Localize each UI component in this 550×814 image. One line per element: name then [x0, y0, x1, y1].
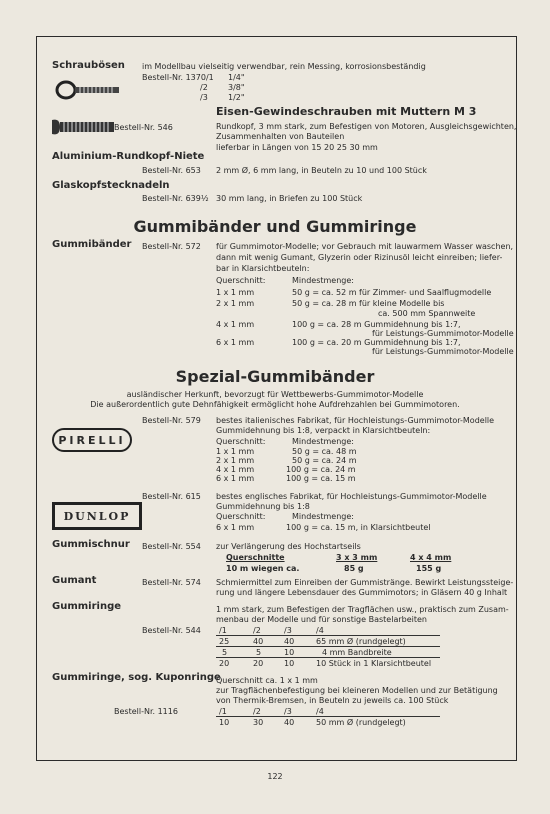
dunlop-row1-b: 100 g = ca. 15 m, in Klarsichtbeutel: [286, 523, 431, 532]
pirelli-row4-a: 6 x 1 mm: [216, 474, 255, 483]
pirelli-row1-a: 1 x 1 mm: [216, 447, 255, 456]
pirelli-row4-b: 100 g = ca. 15 m: [286, 474, 356, 483]
kupon-line1: Querschnitt ca. 1 x 1 mm: [216, 676, 318, 685]
glas-desc: 30 mm lang, in Briefen zu 100 Stück: [216, 194, 363, 203]
eisen-line3: lieferbar in Längen von 15 20 25 30 mm: [216, 143, 378, 152]
ringe-a1: 25: [219, 637, 230, 646]
kupon-c2: /2: [253, 707, 261, 716]
gb-row1-a: 1 x 1 mm: [216, 288, 255, 297]
kupon-nr: Bestell-Nr. 1116: [114, 707, 178, 716]
glas-title: Glaskopfstecknadeln: [52, 180, 170, 191]
ringe-rule2: [216, 646, 440, 647]
schraubosen-nr1: Bestell-Nr. 1370/1: [142, 73, 214, 82]
ringe-d4: 10 Stück in 1 Klarsichtbeutel: [316, 659, 432, 668]
ringe-d2: 20: [253, 659, 264, 668]
gb-m-header: Mindestmenge:: [292, 276, 354, 285]
ringe-d3: 10: [284, 659, 295, 668]
ringe-c4: /4: [316, 626, 324, 635]
gb-row2-b: 50 g = ca. 28 m für kleine Modelle bis: [292, 299, 445, 308]
ringe-d1: 20: [219, 659, 230, 668]
kupon-c4: /4: [316, 707, 324, 716]
ringe-a2: 40: [253, 637, 264, 646]
gumant-title: Gumant: [52, 575, 97, 586]
schnur-r3: 155 g: [416, 564, 442, 573]
gb-row3-a: 4 x 1 mm: [216, 320, 255, 329]
gb-row4-b: 100 g = ca. 20 m Gummidehnung bis 1:7,: [292, 338, 461, 347]
kupon-c3: /3: [284, 707, 292, 716]
eisen-nr: Bestell-Nr. 546: [114, 123, 173, 132]
gb-row3-b: 100 g = ca. 28 m Gummidehnung bis 1:7,: [292, 320, 461, 329]
eisen-line2: Zusammenhalten von Bauteilen: [216, 132, 345, 141]
kupon-line2: zur Tragflächenbefestigung bei kleineren Modellen und zur Betätigung: [216, 686, 498, 695]
pirelli-nr: Bestell-Nr. 579: [142, 416, 201, 425]
niete-desc: 2 mm Ø, 6 mm lang, in Beuteln zu 10 und 100 Stück: [216, 166, 427, 175]
kupon-a4: 50 mm Ø (rundgelegt): [316, 718, 406, 727]
kupon-a1: 10: [219, 718, 230, 727]
ringe-b4: 4 mm Bandbreite: [322, 648, 392, 657]
dunlop-line1: bestes englisches Fabrikat, für Hochleistungs-Gummimotor-Modelle: [216, 492, 487, 501]
screw-bolt-icon: [50, 118, 116, 136]
niete-nr: Bestell-Nr. 653: [142, 166, 201, 175]
gb-line2: dann mit wenig Gumant, Glyzerin oder Rizinusöl leicht einreiben; liefer-: [216, 253, 503, 262]
pirelli-row1-b: 50 g = ca. 48 m: [292, 447, 357, 456]
schnur-r1: 10 m wiegen ca.: [226, 564, 300, 573]
spezial-heading: Spezial-Gummibänder: [175, 367, 375, 386]
ringe-a3: 40: [284, 637, 295, 646]
pirelli-logo: PIRELLI: [52, 428, 132, 452]
kupon-rule1: [216, 716, 440, 717]
pirelli-line2: Gummidehnung bis 1:8, verpackt in Klarsichtbeuteln:: [216, 426, 431, 435]
dunlop-line2: Gummidehnung bis 1:8: [216, 502, 310, 511]
kupon-line3: von Thermik-Bremsen, in Beuteln zu jeweils ca. 100 Stück: [216, 696, 449, 705]
dunlop-nr: Bestell-Nr. 615: [142, 492, 201, 501]
pirelli-row2-b: 50 g = ca. 24 m: [292, 456, 357, 465]
gb-heading: Gummibänder und Gummiringe: [133, 217, 417, 236]
schraubosen-nr2: /2: [200, 83, 208, 92]
ringe-line1: 1 mm stark, zum Befestigen der Tragflächen usw., praktisch zum Zusam-: [216, 605, 509, 614]
gb-row1-b: 50 g = ca. 52 m für Zimmer- und Saalflugmodelle: [292, 288, 492, 297]
schnur-r2: 85 g: [344, 564, 364, 573]
ringe-rule1: [216, 635, 440, 636]
pirelli-row2-a: 2 x 1 mm: [216, 456, 255, 465]
dunlop-logo: DUNLOP: [52, 502, 142, 530]
dunlop-m-header: Mindestmenge:: [292, 512, 354, 521]
pirelli-q-header: Querschnitt:: [216, 437, 266, 446]
ringe-nr: Bestell-Nr. 544: [142, 626, 201, 635]
pirelli-row3-b: 100 g = ca. 24 m: [286, 465, 356, 474]
ringe-c2: /2: [253, 626, 261, 635]
schnur-desc: zur Verlängerung des Hochstartseils: [216, 542, 361, 551]
gb-row2-c: ca. 500 mm Spannweite: [378, 309, 476, 318]
gb-nr: Bestell-Nr. 572: [142, 242, 201, 251]
niete-title: Aluminium-Rundkopf-Niete: [52, 151, 205, 162]
kupon-title: Gummiringe, sog. Kuponringe: [52, 672, 221, 683]
kupon-a2: 30: [253, 718, 264, 727]
ringe-b1: 5: [222, 648, 228, 657]
gb-row3-c: für Leistungs-Gummimotor-Modelle: [372, 329, 514, 338]
schnur-title: Gummischnur: [52, 539, 130, 550]
ringe-c3: /3: [284, 626, 292, 635]
dunlop-q-header: Querschnitt:: [216, 512, 266, 521]
eisen-line1: Rundkopf, 3 mm stark, zum Befestigen von Motoren, Ausgleichsgewichten,: [216, 122, 517, 131]
schraubosen-size1: 1/4": [228, 73, 245, 82]
spezial-sub2: Die außerordentlich gute Dehnfähigkeit ermöglicht hohe Aufdrehzahlen bei Gummimotoren.: [90, 400, 460, 409]
schnur-nr: Bestell-Nr. 554: [142, 542, 201, 551]
pirelli-line1: bestes italienisches Fabrikat, für Hochleistungs-Gummimotor-Modelle: [216, 416, 495, 425]
screw-eye-icon: [54, 76, 124, 104]
schraubosen-title: Schraubösen: [52, 60, 125, 71]
schnur-h3: 4 x 4 mm: [410, 553, 452, 562]
ringe-line2: menbau der Modelle und für sonstige Bastelarbeiten: [216, 615, 427, 624]
page-number: 122: [267, 772, 283, 781]
ringe-b3: 10: [284, 648, 295, 657]
kupon-a3: 40: [284, 718, 295, 727]
glas-nr: Bestell-Nr. 639½: [142, 194, 209, 203]
gb-q-header: Querschnitt:: [216, 276, 266, 285]
gb-row2-a: 2 x 1 mm: [216, 299, 255, 308]
ringe-a4: 65 mm Ø (rundgelegt): [316, 637, 406, 646]
schraubosen-desc: im Modellbau vielseitig verwendbar, rein Messing, korrosionsbeständig: [142, 62, 426, 71]
kupon-c1: /1: [219, 707, 227, 716]
gumant-line1: Schmiermittel zum Einreiben der Gummistränge. Bewirkt Leistungssteige-: [216, 578, 514, 587]
schnur-h1: Querschnitte: [226, 553, 285, 562]
gumant-line2: rung und längere Lebensdauer des Gummimotors; in Gläsern 40 g Inhalt: [216, 588, 508, 597]
pirelli-m-header: Mindestmenge:: [292, 437, 354, 446]
schraubosen-size3: 1/2": [228, 93, 245, 102]
gb-title: Gummibänder: [52, 239, 132, 250]
eisen-title: Eisen-Gewindeschrauben mit Muttern M 3: [216, 105, 477, 118]
pirelli-row3-a: 4 x 1 mm: [216, 465, 255, 474]
dunlop-row1-a: 6 x 1 mm: [216, 523, 255, 532]
ringe-c1: /1: [219, 626, 227, 635]
ringe-rule3: [216, 657, 440, 658]
schraubosen-size2: 3/8": [228, 83, 245, 92]
schraubosen-nr3: /3: [200, 93, 208, 102]
schnur-h2: 3 x 3 mm: [336, 553, 378, 562]
gumant-nr: Bestell-Nr. 574: [142, 578, 201, 587]
spezial-sub1: ausländischer Herkunft, bevorzugt für Wettbewerbs-Gummimotor-Modelle: [126, 390, 424, 399]
ringe-title: Gummiringe: [52, 601, 122, 612]
gb-row4-c: für Leistungs-Gummimotor-Modelle: [372, 347, 514, 356]
ringe-b2: 5: [256, 648, 262, 657]
gb-line1: für Gummimotor-Modelle; vor Gebrauch mit lauwarmem Wasser waschen,: [216, 242, 514, 251]
gb-row4-a: 6 x 1 mm: [216, 338, 255, 347]
gb-line3: bar in Klarsichtbeuteln:: [216, 264, 310, 273]
